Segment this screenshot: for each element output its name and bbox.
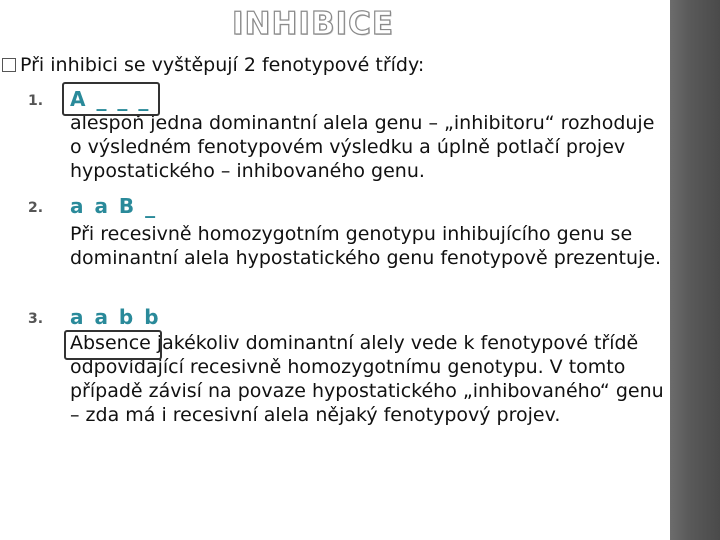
slide-title: INHIBICE <box>232 6 395 42</box>
item-genotype-3: a a b b <box>70 305 161 329</box>
right-decorative-panel <box>668 0 720 540</box>
intro-text: Při inhibici se vyštěpují 2 fenotypové třídy: <box>20 54 425 76</box>
item-description-3: Absence jakékoliv dominantní alely vede k fenotypové třídě odpovídající recesivně homozygotnímu genotypu. V tomto případě závisí na povaze hypostatického „inhibovaného“ genu – zda má i recesivní alela nějaký fenotypový projev. <box>70 332 664 426</box>
square-bullet-icon <box>2 58 16 72</box>
item-genotype-2: a a B _ <box>70 194 158 218</box>
intro-line <box>2 52 424 78</box>
item-genotype-1: A _ _ _ <box>70 87 151 111</box>
item-number-2: 2. <box>28 200 44 216</box>
item-description-1: alespoň jedna dominantní alela genu – „inhibitoru“ rozhoduje o výsledném fenotypovém výsledku a úplně potlačí projev hypostatického – inhibovaného genu. <box>70 112 655 182</box>
item-number-3: 3. <box>28 311 44 327</box>
item-description-2: Při recesivně homozygotním genotypu inhibujícího genu se dominantní alela hypostatického genu fenotypově prezentuje. <box>70 223 662 269</box>
panel-divider <box>668 0 670 540</box>
item-number-1: 1. <box>28 93 44 109</box>
